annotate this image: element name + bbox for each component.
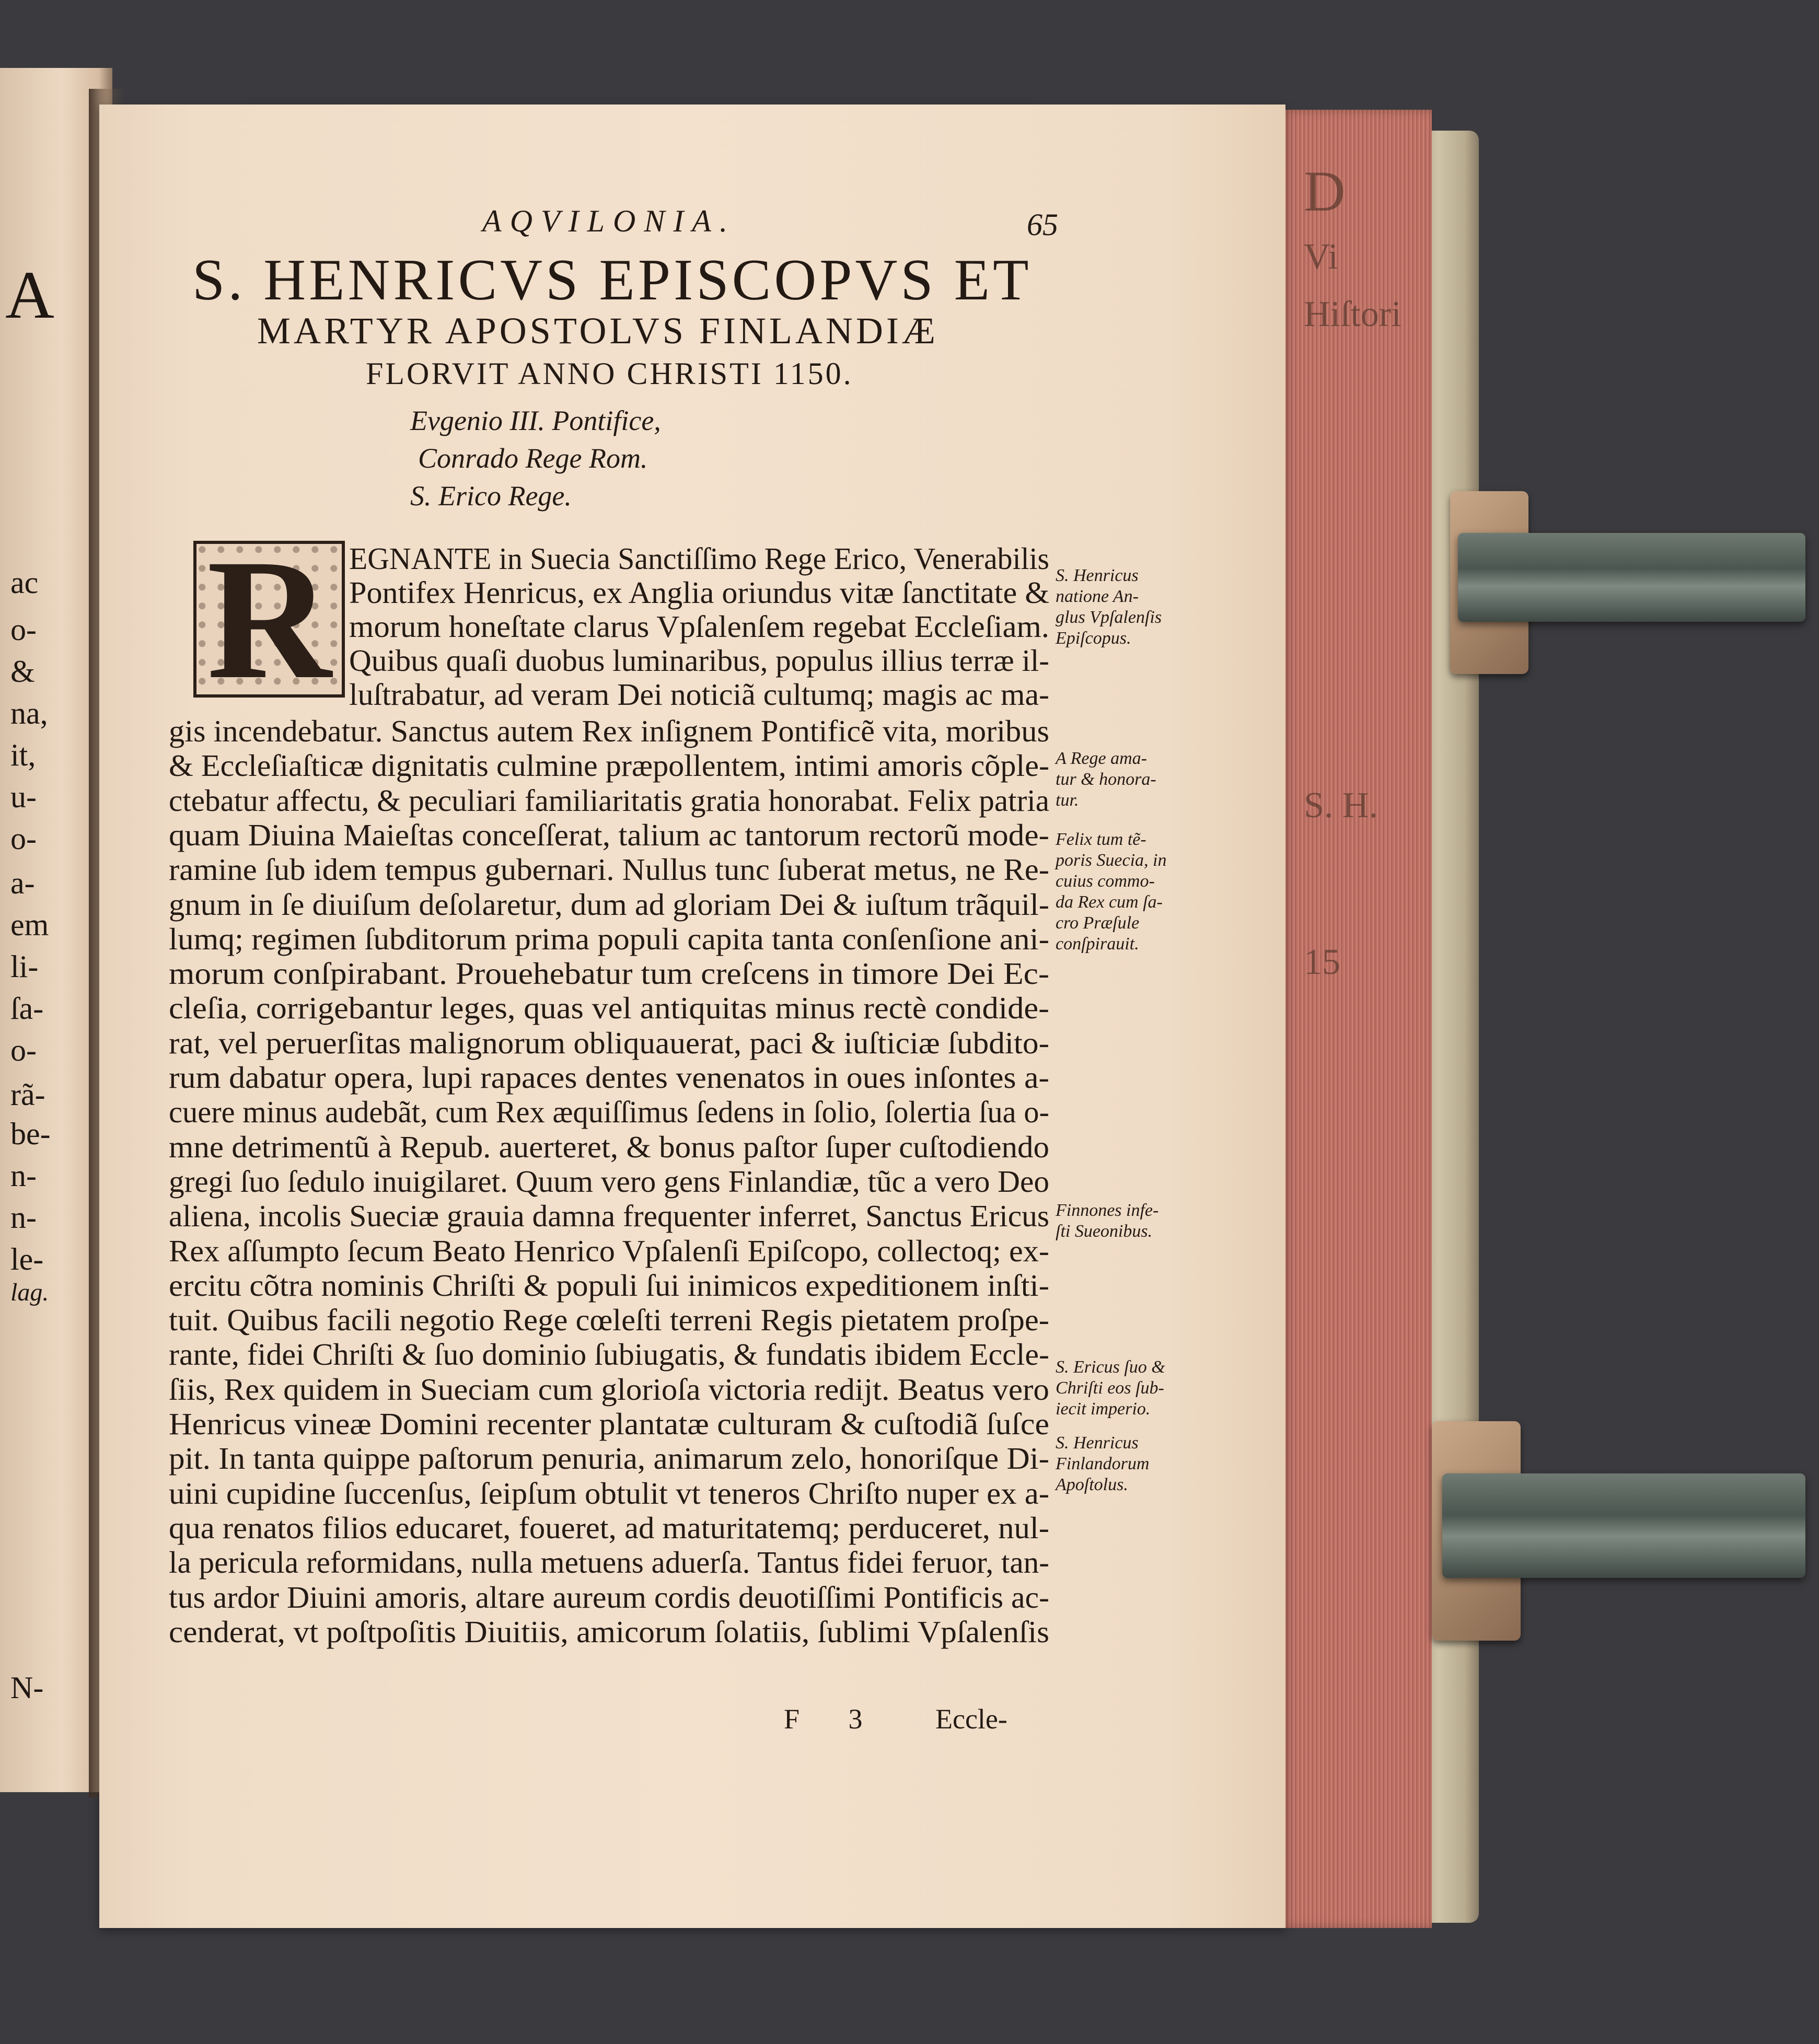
- running-head: AQVILONIA.: [482, 204, 736, 238]
- margin-note-line: ſti Sueonibus.: [1056, 1222, 1153, 1241]
- left-page-text-fragment: A: [5, 258, 54, 333]
- left-page-text-fragment: o-: [10, 821, 37, 856]
- body-line: cleſia, corrigebantur leges, quas vel antiquitas minus rectè condide-: [169, 991, 1050, 1026]
- body-line: Quibus quaſi duobus luminaribus, populus illius terræ il-: [349, 643, 1049, 678]
- page-number: 65: [1027, 207, 1058, 242]
- spine-text-fragment: D: [1304, 159, 1346, 223]
- margin-note-line: A Rege ama-: [1056, 749, 1147, 768]
- left-page-text-fragment: le-: [10, 1242, 44, 1276]
- body-line: tus ardor Diuini amoris, altare aureum cordis deuotiſſimi Pontificis ac-: [169, 1580, 1049, 1615]
- body-line: luſtrabatur, ad veram Dei noticiã cultumq; magis ac ma-: [349, 677, 1049, 712]
- body-line: ercitu cõtra nominis Chriſti & populi ſui inimicos expeditionem inſti-: [169, 1268, 1049, 1303]
- body-line: rante, fidei Chriſti & ſuo dominio ſubiugatis, & fundatis ibidem Eccle-: [169, 1337, 1049, 1372]
- margin-note-line: conſpirauit.: [1056, 934, 1139, 954]
- body-line: mne detrimentũ à Repub. auerteret, & bonus paſtor ſuper cuſtodiendo: [169, 1129, 1049, 1164]
- body-line: cenderat, vt poſtpoſitis Diuitiis, amicorum ſolatiis, ſublimi Vpſalenſis: [169, 1614, 1049, 1649]
- spine-text-fragment: Vi: [1304, 237, 1338, 277]
- body-line: Rex aſſumpto ſecum Beato Henrico Vpſalenſi Epiſcopo, collectoq; ex-: [169, 1233, 1049, 1268]
- margin-note-line: Felix tum tẽ-: [1056, 830, 1146, 849]
- left-page-text-fragment: N-: [10, 1670, 44, 1705]
- body-line: ramine ſub idem tempus gubernari. Nullus tunc ſuberat metus, ne Re-: [169, 852, 1049, 887]
- body-line: lumq; regimen ſubditorum prima populi capita tanta conſenſione ani-: [169, 921, 1050, 956]
- margin-note-line: S. Henricus: [1056, 566, 1139, 585]
- margin-note-line: cro Præſule: [1056, 913, 1140, 933]
- margin-note-line: iecit imperio.: [1056, 1399, 1151, 1419]
- decorated-initial: [193, 541, 345, 698]
- body-line: uini cupidine ſuccenſus, ſeipſum obtulit vt teneros Chriſto nuper ex a-: [169, 1476, 1049, 1511]
- body-line: Pontifex Henricus, ex Anglia oriundus vitæ ſanctitate &: [349, 575, 1049, 610]
- upper-clasp: [1458, 533, 1805, 622]
- lower-clasp: [1442, 1473, 1805, 1578]
- left-page-text-fragment: n-: [10, 1200, 37, 1235]
- spine-text-fragment: S. H.: [1304, 785, 1378, 826]
- margin-note-line: Apoſtolus.: [1056, 1475, 1128, 1494]
- dating-line-pope: Evgenio III. Pontifice,: [410, 405, 661, 436]
- body-line: Henricus vineæ Domini recenter plantatæ culturam & cuſtodiã ſuſce: [169, 1407, 1049, 1441]
- body-line: la pericula reformidans, nulla metuens aduerſa. Tantus fidei feruor, tan-: [169, 1545, 1050, 1580]
- left-page-text-fragment: em: [10, 908, 49, 942]
- body-line: ſiis, Rex quidem in Sueciam cum glorioſa victoria redijt. Beatus vero: [169, 1372, 1050, 1407]
- left-page-text-fragment: n-: [10, 1158, 37, 1193]
- margin-note-line: Finnones infe-: [1056, 1201, 1159, 1220]
- margin-note-line: glus Vpſalenſis: [1056, 608, 1162, 627]
- margin-note-line: poris Suecia, in: [1056, 851, 1167, 870]
- body-line: gregi ſuo ſedulo inuigilaret. Quum vero gens Finlandiæ, tũc a vero Deo: [169, 1164, 1049, 1199]
- left-page-text-fragment: na,: [10, 696, 48, 730]
- body-line: & Eccleſiaſticæ dignitatis culmine præpollentem, intimi amoris cõple-: [169, 748, 1049, 783]
- body-line: rat, vel peruerſitas malignorum obliquauerat, paci & iuſticiæ ſubdito-: [169, 1025, 1050, 1060]
- body-line: qua renatos filios educaret, foueret, ad maturitatemq; perduceret, nul-: [169, 1510, 1049, 1545]
- title-line-3: FLORVIT ANNO CHRISTI 1150.: [366, 356, 853, 391]
- spine-text-fragment: 15: [1304, 942, 1340, 982]
- spine-lettering: [1304, 157, 1408, 1097]
- left-page-text-fragment: &: [10, 654, 35, 689]
- margin-note-line: natione An-: [1056, 587, 1139, 606]
- dating-line-emperor: Conrado Rege Rom.: [418, 443, 648, 474]
- left-page-text-fragment: ac: [10, 565, 39, 600]
- margin-note-line: Finlandorum: [1056, 1454, 1150, 1473]
- left-page-text-fragment: li-: [10, 949, 39, 984]
- margin-note-line: Epiſcopus.: [1056, 629, 1131, 648]
- left-page-text-fragment: lag.: [10, 1279, 49, 1306]
- body-line: EGNANTE in Suecia Sanctiſſimo Rege Erico, Venerabilis: [349, 541, 1049, 576]
- catchword: Eccle-: [935, 1703, 1007, 1735]
- left-page-text-fragment: o-: [10, 612, 37, 647]
- body-line: quam Diuina Maieſtas conceſſerat, talium ac tantorum rectorũ mode-: [169, 817, 1050, 852]
- spine-text-fragment: Hiſtori: [1304, 294, 1401, 334]
- title-line-2: MARTYR APOSTOLVS FINLANDIÆ: [257, 310, 939, 352]
- left-page-text-fragment: a-: [10, 866, 35, 900]
- body-line: gnum in ſe diuiſum deſolaretur, dum ad gloriam Dei & iuſtum trãquil-: [169, 887, 1049, 922]
- body-line: aliena, incolis Sueciæ grauia damna frequenter inferret, Sanctus Ericus: [169, 1199, 1049, 1234]
- body-line: pit. In tanta quippe paſtorum penuria, animarum zelo, honoriſque Di-: [169, 1441, 1049, 1476]
- margin-note-line: da Rex cum ſa-: [1056, 892, 1163, 912]
- initial-letter: R: [206, 541, 332, 698]
- margin-note-line: tur & honora-: [1056, 770, 1156, 789]
- left-page-text-fragment: rã-: [10, 1077, 45, 1112]
- body-line: cuere minus audebãt, cum Rex æquiſſimus ſedens in ſolio, ſolertia ſua o-: [169, 1095, 1049, 1130]
- dating-line-king: S. Erico Rege.: [410, 480, 572, 512]
- margin-note-line: tur.: [1056, 791, 1079, 810]
- body-line: rum dabatur opera, lupi rapaces dentes venenatos in oues inſontes a-: [169, 1060, 1050, 1095]
- margin-note-line: S. Ericus ſuo &: [1056, 1357, 1165, 1377]
- margin-note-line: S. Henricus: [1056, 1433, 1139, 1453]
- margin-note-line: cuius commo-: [1056, 872, 1155, 891]
- signature-mark: F 3: [784, 1703, 884, 1735]
- left-page-text-fragment: u-: [10, 780, 37, 814]
- left-page-text-fragment: it,: [10, 738, 36, 772]
- body-line: morum honeſtate clarus Vpſalenſem regebat Eccleſiam.: [349, 609, 1049, 644]
- left-page-text-fragment: be-: [10, 1117, 51, 1151]
- body-line: gis incendebatur. Sanctus autem Rex inſignem Pontificẽ vita, moribus: [169, 714, 1049, 748]
- left-page-text-fragment: ſa-: [10, 991, 44, 1026]
- margin-note-line: Chriſti eos ſub-: [1056, 1378, 1164, 1398]
- body-line: ctebatur affectu, & peculiari familiaritatis gratia honorabat. Felix patria: [169, 783, 1049, 818]
- body-line: tuit. Quibus facili negotio Rege cœleſti terreni Regis pietatem proſpe-: [169, 1303, 1050, 1338]
- title-line-1: S. HENRICVS EPISCOPVS ET: [192, 248, 1032, 312]
- left-page-text-fragment: o-: [10, 1033, 37, 1067]
- body-line: morum conſpirabant. Prouehebatur tum creſcens in timore Dei Ec-: [169, 956, 1050, 991]
